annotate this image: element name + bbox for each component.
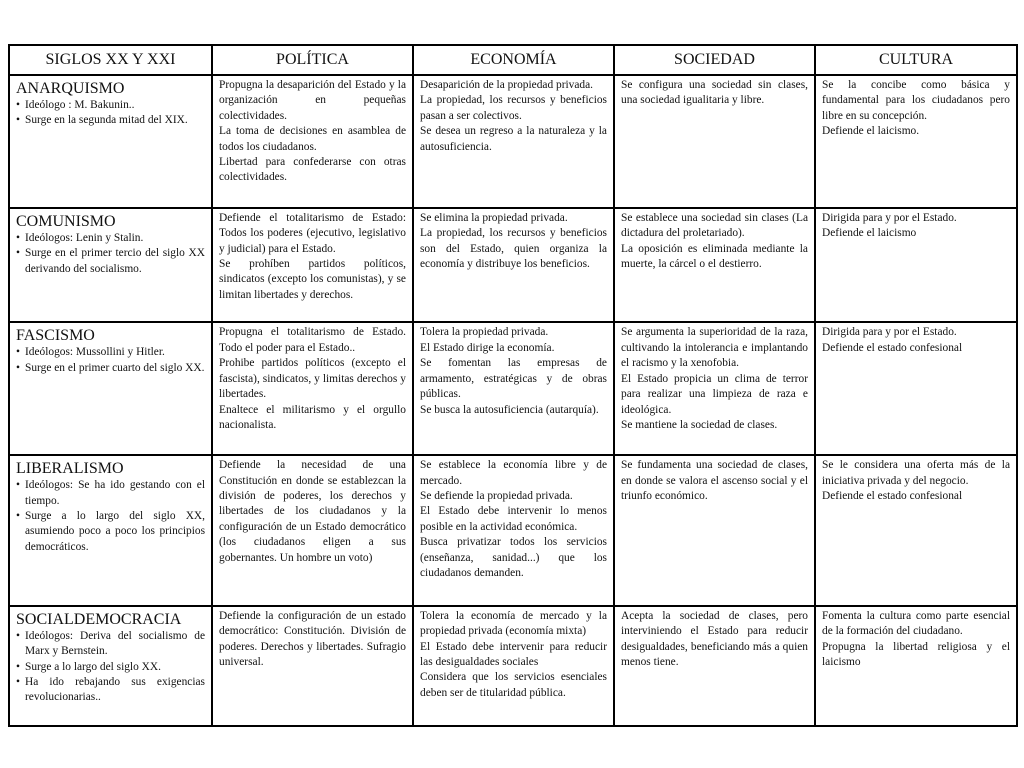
cultura-cell	[815, 606, 1017, 726]
politica-cell	[212, 322, 413, 455]
sociedad-cell	[614, 606, 815, 726]
politica-text: Enaltece el militarismo y el orgullo nacionalista.	[219, 403, 406, 431]
economia-text: Se fomentan las empresas de armamento, estratégicas y de obras públicas.	[420, 357, 607, 401]
politica-text: Libertad para confederarse con otras colectividades.	[219, 156, 406, 184]
bullet-item: • Surge en el primer tercio del siglo XX derivando del socialismo.	[16, 246, 205, 277]
sociedad-cell	[614, 322, 815, 455]
ideology-bullets	[16, 478, 205, 555]
sociedad-text: Acepta la sociedad de clases, pero interviniendo el Estado para reducir desigualdades, beneficiando más a quien menos tiene.	[621, 609, 808, 669]
politica-text: Defiende la necesidad de una Constitución en donde se establezcan la división de poderes, los derechos y libertades de los ciudadanos y la configuración de un Estado democrático (los ciudadanos eligen a sus gobernantes. Un hombre un voto)	[219, 459, 406, 564]
header-economia: ECONOMÍA	[413, 45, 614, 75]
ideology-bullets	[16, 98, 205, 129]
politica-text: Defiende la configuración de un estado democrático: Constitución. División de poderes. Derechos y libertades. Sufragio universal.	[219, 609, 406, 669]
economia-text: La propiedad, los recursos y beneficios pasan a ser colectivos.	[420, 94, 607, 122]
bullet-item: • Ideólogos: Se ha ido gestando con el tiempo.	[16, 478, 205, 509]
table-row	[9, 455, 1017, 606]
bullet-item: • Ha ido rebajando sus exigencias revolucionarias..	[16, 675, 205, 706]
economia-text: El Estado debe intervenir lo menos posible en la actividad económica.	[420, 505, 607, 533]
ideology-bullets	[16, 231, 205, 277]
ideology-cell	[9, 455, 212, 606]
ideology-title: FASCISMO	[16, 327, 95, 345]
politica-text: La toma de decisiones en asamblea de todos los ciudadanos.	[219, 125, 406, 153]
economia-text: Considera que los servicios esenciales deben ser de titularidad pública.	[420, 671, 607, 699]
sociedad-text: Se establece una sociedad sin clases (La dictadura del proletariado).	[621, 211, 808, 240]
ideology-bullets	[16, 629, 205, 706]
ideologies-comparison-table	[8, 44, 1018, 727]
economia-text: Se establece la economía libre y de mercado.	[420, 459, 607, 487]
sociedad-text: Se fundamenta una sociedad de clases, en donde se valora el ascenso social y el triunfo económico.	[621, 459, 808, 502]
ideology-title: COMUNISMO	[16, 212, 116, 230]
economia-text: Se busca la autosuficiencia (autarquía).	[420, 403, 599, 416]
cultura-cell	[815, 208, 1017, 323]
politica-cell	[212, 606, 413, 726]
economia-cell	[413, 606, 614, 726]
ideology-cell	[9, 606, 212, 726]
ideology-title: LIBERALISMO	[16, 460, 124, 478]
politica-text: Propugna el totalitarismo de Estado. Todo el poder para el Estado..	[219, 326, 406, 354]
bullet-item: • Surge a lo largo del siglo XX, asumiendo poco a poco los principios democráticos.	[16, 509, 205, 555]
cultura-text: Se le considera una oferta más de la iniciativa privada y del negocio.	[822, 459, 1010, 487]
table-row	[9, 75, 1017, 208]
sociedad-text: Se configura una sociedad sin clases, una sociedad igualitaria y libre.	[621, 79, 808, 107]
sociedad-text: El Estado propicia un clima de terror para realizar una limpieza de raza e ideológica.	[621, 372, 808, 416]
cultura-text: Defiende el estado confesional	[822, 490, 963, 502]
politica-text: Propugna la desaparición del Estado y la organización en pequeñas colectividades.	[219, 79, 406, 122]
bullet-item: • Ideólogos: Deriva del socialismo de Marx y Bernstein.	[16, 629, 205, 660]
cultura-cell	[815, 75, 1017, 208]
bullet-item: • Ideólogos: Lenin y Stalin.	[16, 231, 205, 246]
economia-text: Desaparición de la propiedad privada.	[420, 79, 594, 91]
header-cultura: CULTURA	[815, 45, 1017, 75]
sociedad-text: La oposición es eliminada mediante la muerte, la cárcel o el destierro.	[621, 242, 808, 270]
economia-text: La propiedad, los recursos y beneficios son del Estado, quien organiza la economía y distribuye los beneficios.	[420, 227, 607, 270]
cultura-text: Dirigida para y por el Estado.	[822, 211, 957, 224]
politica-cell	[212, 208, 413, 323]
bullet-item: • Ideólogo : M. Bakunin..	[16, 98, 205, 113]
bullet-item: • Surge en el primer cuarto del siglo XX.	[16, 361, 205, 376]
table-row	[9, 322, 1017, 455]
header-siglos: SIGLOS XX Y XXI	[9, 45, 212, 75]
sociedad-text: Se argumenta la superioridad de la raza, cultivando la intolerancia e implantando el racismo y la xenofobia.	[621, 326, 808, 370]
economia-cell	[413, 322, 614, 455]
economia-text: Tolera la economía de mercado y la propiedad privada (economía mixta)	[420, 609, 607, 638]
politica-cell	[212, 455, 413, 606]
cultura-cell	[815, 322, 1017, 455]
politica-text: Se prohíben partidos políticos, sindicatos (excepto los comunistas), y se limitan libertades y derechos.	[219, 257, 406, 301]
cultura-text: Se la concibe como básica y fundamental para los ciudadanos pero libre en su concepción.	[822, 79, 1010, 122]
economia-text: Se desea un regreso a la naturaleza y la autosuficiencia.	[420, 125, 607, 153]
economia-text: Tolera la propiedad privada.	[420, 326, 549, 339]
comparison-table-container	[8, 44, 1016, 727]
cultura-text: Defiende el estado confesional	[822, 341, 963, 354]
ideology-title: ANARQUISMO	[16, 80, 125, 97]
cultura-text: Fomenta la cultura como parte esencial de la formación del ciudadano.	[822, 609, 1010, 638]
economia-text: Se elimina la propiedad privada.	[420, 211, 568, 224]
cultura-text: Defiende el laicismo.	[822, 125, 920, 138]
politica-text: Defiende el totalitarismo de Estado: Todos los poderes (ejecutivo, legislativo y judicial) para el Estado.	[219, 211, 406, 255]
economia-cell	[413, 75, 614, 208]
cultura-text: Propugna la libertad religiosa y el laicismo	[822, 640, 1010, 669]
header-sociedad: SOCIEDAD	[614, 45, 815, 75]
economia-cell	[413, 208, 614, 323]
bullet-item: • Ideólogos: Mussollini y Hitler.	[16, 345, 205, 360]
cultura-text: Defiende el laicismo	[822, 227, 917, 240]
table-row	[9, 606, 1017, 726]
bullet-item: • Surge a lo largo del siglo XX.	[16, 660, 205, 675]
politica-cell	[212, 75, 413, 208]
table-row	[9, 208, 1017, 323]
ideology-bullets	[16, 345, 205, 376]
cultura-cell	[815, 455, 1017, 606]
politica-text: Prohibe partidos políticos (excepto el fascista), sindicatos, y limitas derechos y libertades.	[219, 357, 406, 401]
economia-text: Se defiende la propiedad privada.	[420, 490, 573, 502]
header-row	[9, 45, 1017, 75]
sociedad-cell	[614, 455, 815, 606]
ideology-cell	[9, 208, 212, 323]
sociedad-cell	[614, 208, 815, 323]
sociedad-cell	[614, 75, 815, 208]
economia-text: El Estado debe intervenir para reducir las desigualdades sociales	[420, 640, 607, 669]
bullet-item: • Surge en la segunda mitad del XIX.	[16, 113, 205, 128]
ideology-cell	[9, 322, 212, 455]
header-politica: POLÍTICA	[212, 45, 413, 75]
ideology-title: SOCIALDEMOCRACIA	[16, 610, 182, 628]
economia-cell	[413, 455, 614, 606]
ideology-cell	[9, 75, 212, 208]
economia-text: El Estado dirige la economía.	[420, 341, 555, 354]
cultura-text: Dirigida para y por el Estado.	[822, 326, 957, 339]
economia-text: Busca privatizar todos los servicios (enseñanza, sanidad...) que los ciudadanos demanden.	[420, 536, 607, 580]
sociedad-text: Se mantiene la sociedad de clases.	[621, 418, 778, 431]
